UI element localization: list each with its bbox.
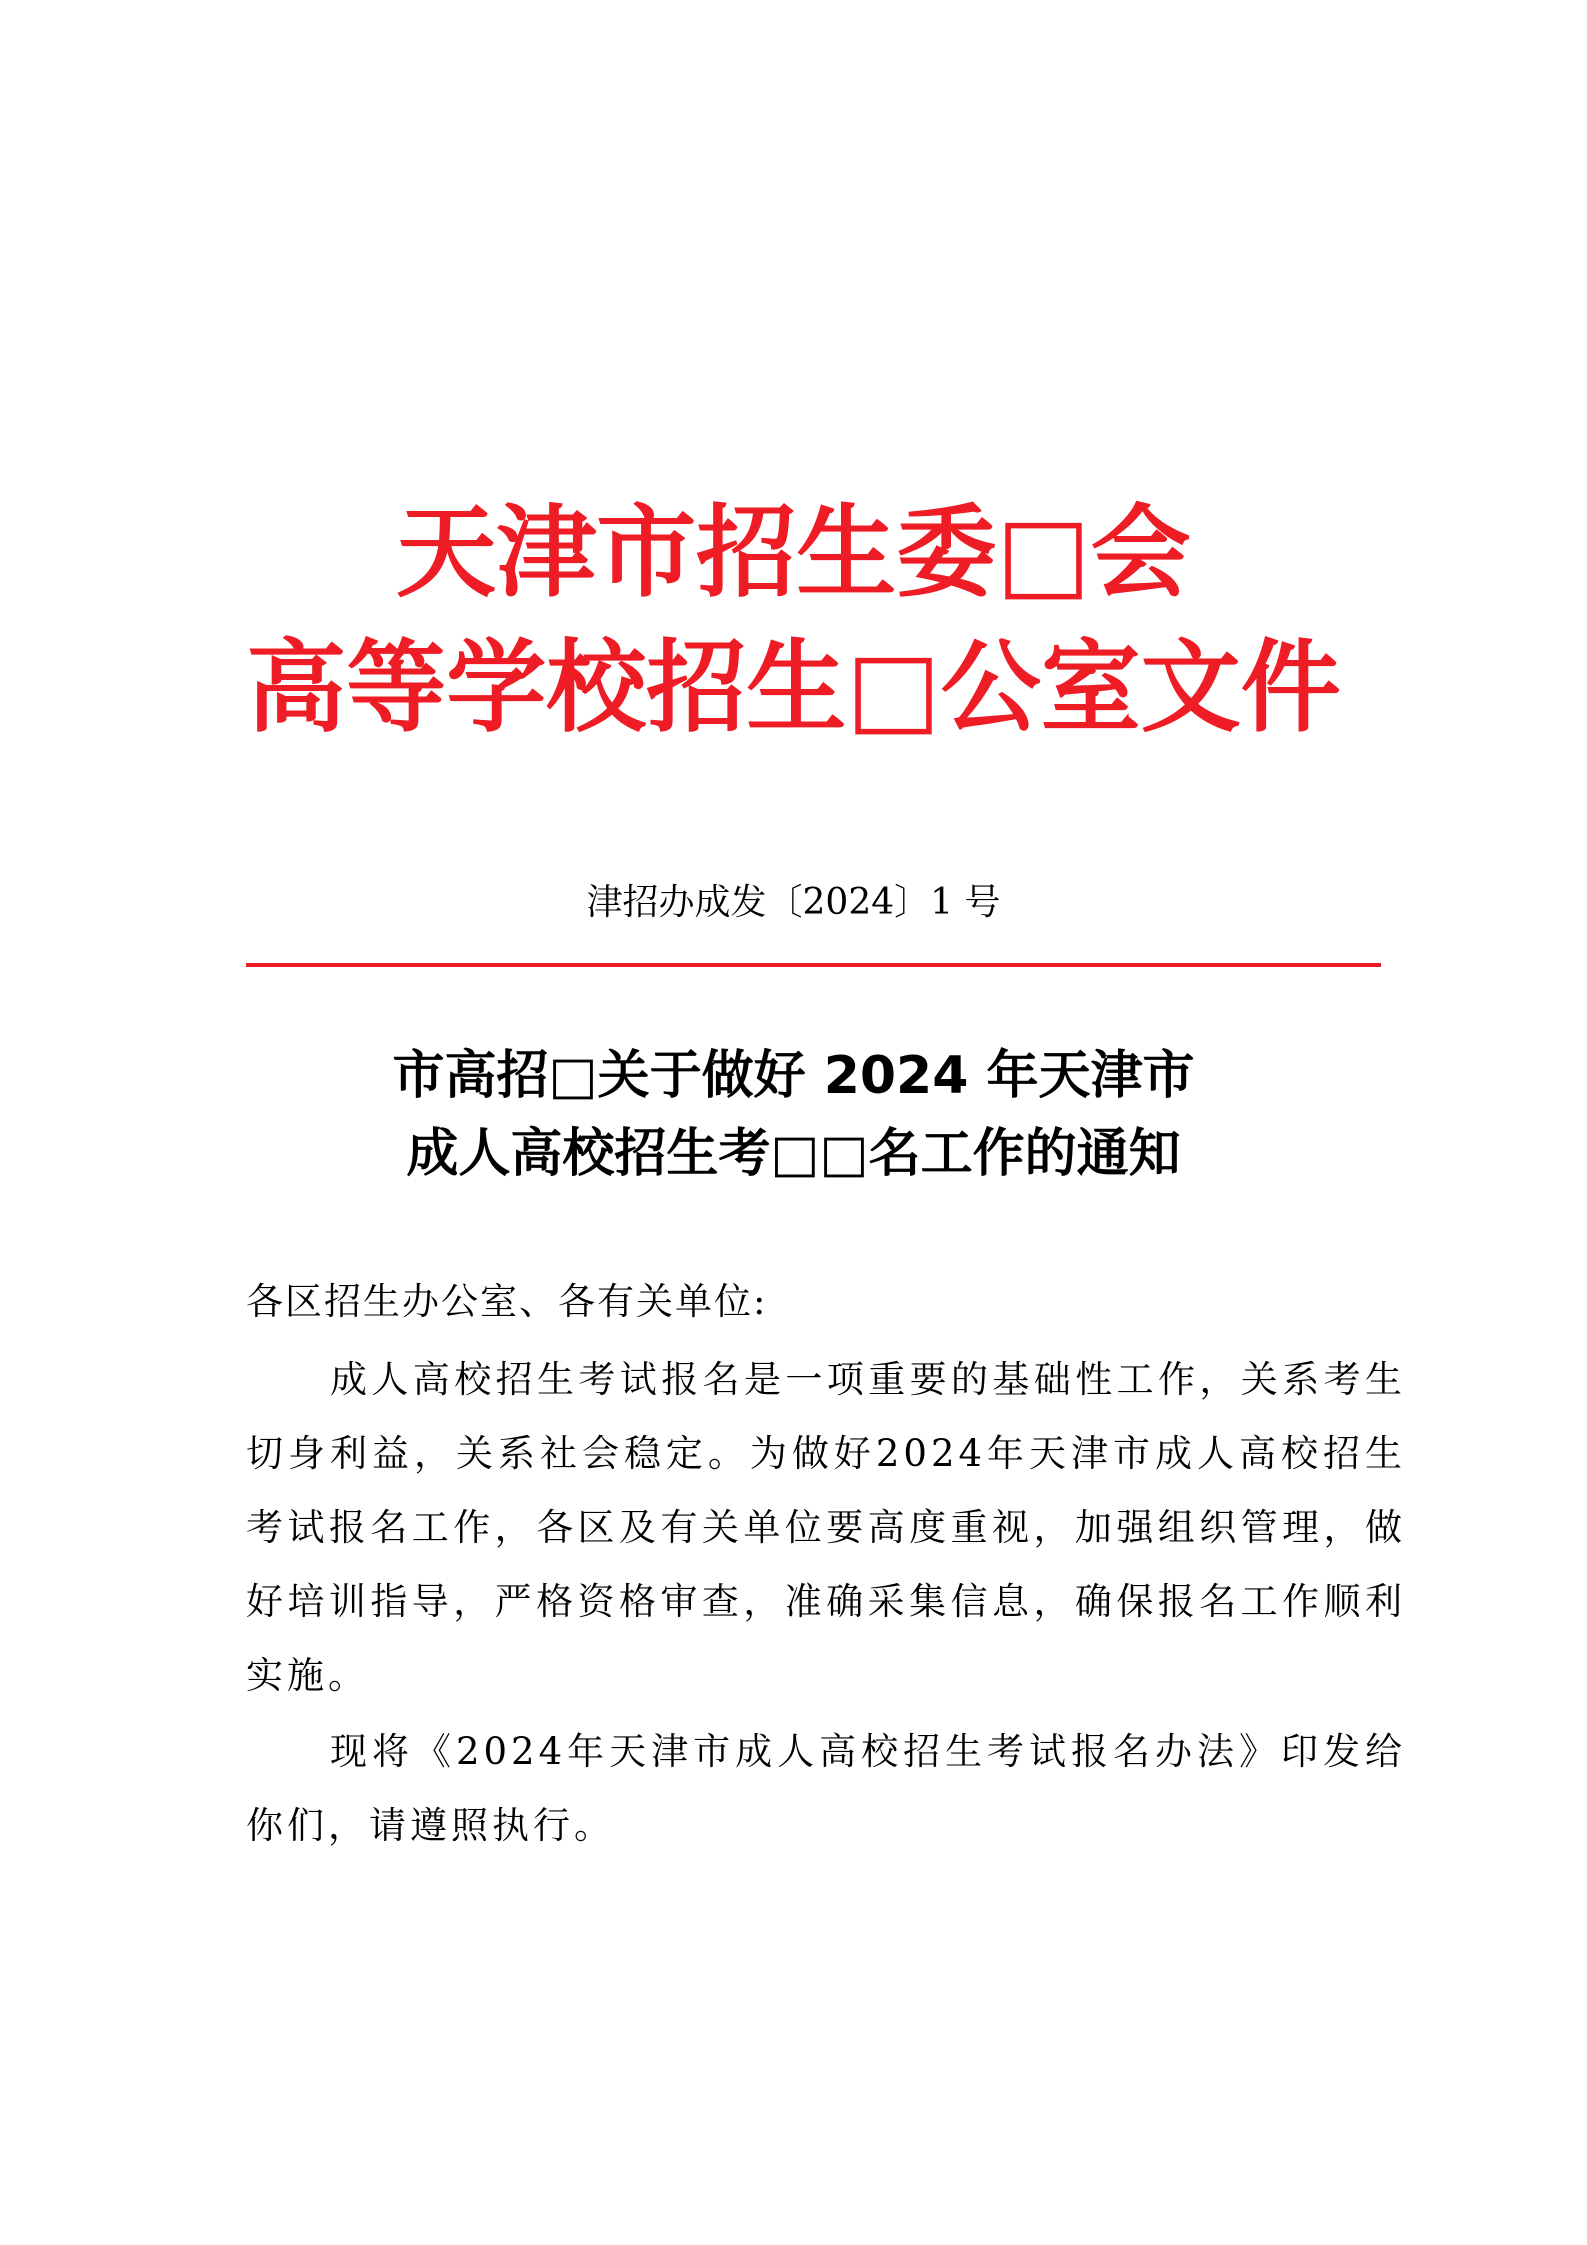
issuer-name-line-2: 高等学校招生□公室文件	[246, 629, 1341, 746]
salutation: 各区招生办公室、各有关单位:	[246, 1280, 768, 1323]
document-number: 津招办成发〔2024〕1 号	[586, 882, 1001, 923]
red-divider-line	[246, 963, 1381, 967]
body-paragraph-2: 现将《2024年天津市成人高校招生考试报名办法》印发给你们，请遵照执行。	[246, 1730, 1406, 1847]
issuer-name-line-1: 天津市招生委□会	[396, 494, 1191, 611]
body-paragraph-1: 成人高校招生考试报名是一项重要的基础性工作，关系考生切身利益，关系社会稳定。为做好2024年天津市成人高校招生考试报名工作，各区及有关单位要高度重视，加强组织管理，做好培训指导，严格资格审查，准确采集信息，确保报名工作顺利实施。	[246, 1358, 1406, 1697]
notice-title-line-1: 市高招□关于做好 2024 年天津市	[392, 1046, 1195, 1106]
notice-title-line-2: 成人高校招生考□□名工作的通知	[406, 1124, 1181, 1184]
